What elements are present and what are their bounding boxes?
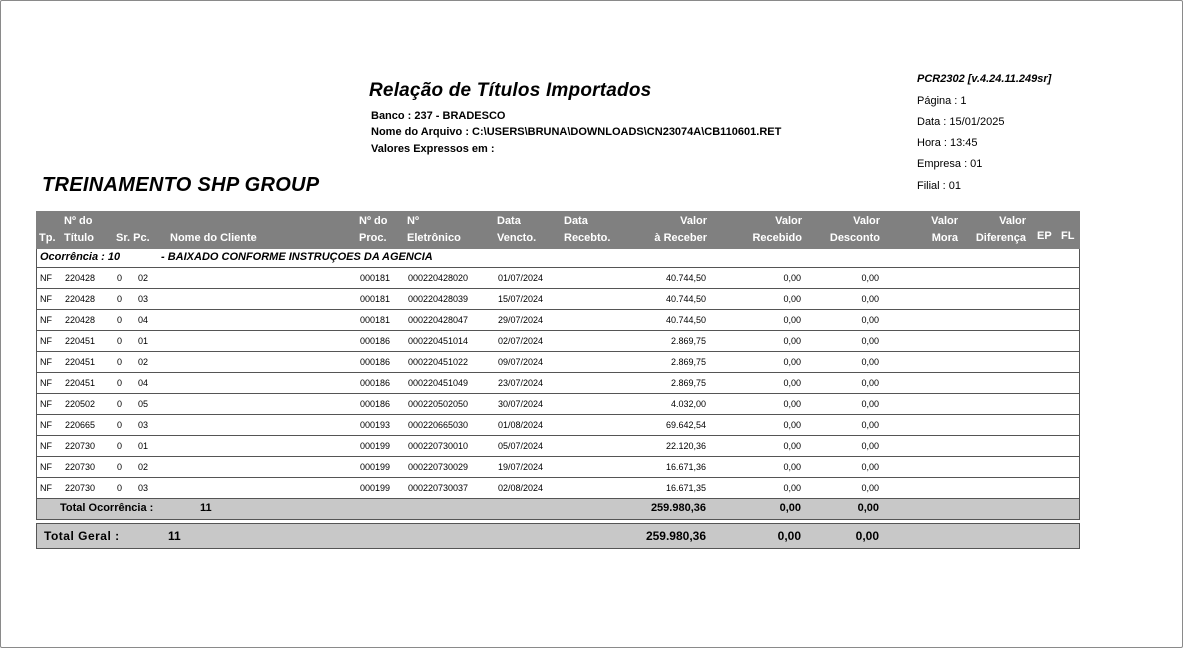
bank-info: Banco : 237 - BRADESCO bbox=[371, 110, 506, 122]
col-diferenca-header-1: Valor bbox=[999, 215, 1026, 227]
cell-proc: 000181 bbox=[360, 294, 391, 304]
company-code: Empresa : 01 bbox=[917, 158, 983, 170]
cell-proc: 000193 bbox=[360, 420, 391, 430]
cell-desconto: 0,00 bbox=[861, 294, 879, 304]
cell-eletronico: 000220451049 bbox=[408, 378, 469, 388]
occurrence-description: - BAIXADO CONFORME INSTRUÇOES DA AGENCIA bbox=[161, 251, 433, 263]
cell-titulo: 220451 bbox=[65, 378, 96, 388]
cell-pc: 05 bbox=[138, 399, 149, 409]
total-geral-row bbox=[36, 523, 1080, 549]
cell-receber: 2.869,75 bbox=[670, 357, 706, 367]
table-header bbox=[36, 211, 1080, 249]
cell-vencto: 29/07/2024 bbox=[498, 315, 544, 325]
cell-sr: 0 bbox=[117, 336, 123, 346]
cell-titulo: 220428 bbox=[65, 315, 96, 325]
cell-desconto: 0,00 bbox=[861, 378, 879, 388]
cell-recebido: 0,00 bbox=[783, 441, 801, 451]
cell-pc: 02 bbox=[138, 357, 149, 367]
cell-sr: 0 bbox=[117, 483, 123, 493]
cell-receber: 40.744,50 bbox=[665, 294, 706, 304]
col-receber-header-2: à Receber bbox=[654, 232, 707, 244]
cell-recebido: 0,00 bbox=[783, 483, 801, 493]
cell-tp: NF bbox=[40, 357, 52, 367]
cell-pc: 02 bbox=[138, 462, 149, 472]
total-ocorrencia-desconto: 0,00 bbox=[857, 502, 879, 514]
table-row bbox=[36, 394, 1080, 415]
cell-titulo: 220730 bbox=[65, 462, 96, 472]
program-version: PCR2302 [v.4.24.11.249sr] bbox=[917, 73, 1052, 85]
cell-vencto: 23/07/2024 bbox=[498, 378, 544, 388]
cell-pc: 04 bbox=[138, 378, 149, 388]
cell-eletronico: 000220428020 bbox=[408, 273, 469, 283]
total-ocorrencia-label: Total Ocorrência : bbox=[60, 502, 154, 514]
cell-vencto: 02/07/2024 bbox=[498, 336, 544, 346]
cell-sr: 0 bbox=[117, 273, 123, 283]
cell-tp: NF bbox=[40, 336, 52, 346]
cell-sr: 0 bbox=[117, 315, 123, 325]
cell-tp: NF bbox=[40, 399, 52, 409]
cell-proc: 000199 bbox=[360, 462, 391, 472]
table-row bbox=[36, 331, 1080, 352]
cell-pc: 02 bbox=[138, 273, 149, 283]
cell-desconto: 0,00 bbox=[861, 315, 879, 325]
cell-titulo: 220730 bbox=[65, 441, 96, 451]
cell-titulo: 220730 bbox=[65, 483, 96, 493]
total-geral-desconto: 0,00 bbox=[855, 529, 879, 543]
col-eletronico-header-1: Nº bbox=[407, 215, 419, 227]
cell-pc: 03 bbox=[138, 483, 149, 493]
cell-recebido: 0,00 bbox=[783, 294, 801, 304]
cell-sr: 0 bbox=[117, 462, 123, 472]
cell-receber: 16.671,35 bbox=[665, 483, 706, 493]
col-ndo-header: Nº do bbox=[64, 215, 93, 227]
occurrence-heading bbox=[36, 249, 1080, 268]
col-recebido-header-2: Recebido bbox=[752, 232, 802, 244]
cell-pc: 03 bbox=[138, 294, 149, 304]
cell-vencto: 05/07/2024 bbox=[498, 441, 544, 451]
col-mora-header-1: Valor bbox=[931, 215, 958, 227]
cell-pc: 01 bbox=[138, 441, 149, 451]
cell-titulo: 220451 bbox=[65, 357, 96, 367]
total-ocorrencia-receber: 259.980,36 bbox=[650, 502, 706, 514]
table-row bbox=[36, 457, 1080, 478]
cell-receber: 40.744,50 bbox=[665, 315, 706, 325]
col-titulo-header: Título bbox=[64, 232, 94, 244]
cell-recebido: 0,00 bbox=[783, 462, 801, 472]
cell-sr: 0 bbox=[117, 378, 123, 388]
cell-vencto: 02/08/2024 bbox=[498, 483, 544, 493]
cell-tp: NF bbox=[40, 441, 52, 451]
cell-titulo: 220451 bbox=[65, 336, 96, 346]
col-ep-header: EP bbox=[1037, 230, 1052, 242]
cell-desconto: 0,00 bbox=[861, 273, 879, 283]
col-proc-header-2: Proc. bbox=[359, 232, 387, 244]
values-expressed-info: Valores Expressos em : bbox=[371, 143, 495, 155]
cell-eletronico: 000220502050 bbox=[408, 399, 469, 409]
table-row bbox=[36, 289, 1080, 310]
cell-vencto: 15/07/2024 bbox=[498, 294, 544, 304]
report-title: Relação de Títulos Importados bbox=[369, 80, 652, 101]
table-row bbox=[36, 373, 1080, 394]
report-date: Data : 15/01/2025 bbox=[917, 116, 1005, 128]
titles-table bbox=[36, 211, 1080, 549]
cell-tp: NF bbox=[40, 420, 52, 430]
cell-eletronico: 000220730010 bbox=[408, 441, 469, 451]
cell-proc: 000199 bbox=[360, 483, 391, 493]
total-ocorrencia-row bbox=[36, 499, 1080, 520]
cell-proc: 000181 bbox=[360, 273, 391, 283]
cell-titulo: 220428 bbox=[65, 294, 96, 304]
total-geral-recebido: 0,00 bbox=[777, 529, 801, 543]
col-recebto-header-1: Data bbox=[564, 215, 588, 227]
cell-recebido: 0,00 bbox=[783, 273, 801, 283]
cell-eletronico: 000220451014 bbox=[408, 336, 469, 346]
table-row bbox=[36, 352, 1080, 373]
col-desconto-header-1: Valor bbox=[853, 215, 880, 227]
cell-receber: 4.032,00 bbox=[670, 399, 706, 409]
branch-code: Filial : 01 bbox=[917, 180, 962, 192]
cell-recebido: 0,00 bbox=[783, 315, 801, 325]
col-recebido-header-1: Valor bbox=[775, 215, 802, 227]
table-row bbox=[36, 415, 1080, 436]
total-ocorrencia-count: 11 bbox=[200, 502, 212, 514]
cell-eletronico: 000220428039 bbox=[408, 294, 469, 304]
cell-proc: 000186 bbox=[360, 336, 391, 346]
cell-vencto: 19/07/2024 bbox=[498, 462, 544, 472]
cell-sr: 0 bbox=[117, 441, 123, 451]
table-body bbox=[36, 268, 1080, 499]
occurrence-code: Ocorrência : 10 bbox=[40, 251, 121, 263]
cell-pc: 01 bbox=[138, 336, 149, 346]
cell-receber: 22.120,36 bbox=[665, 441, 706, 451]
cell-tp: NF bbox=[40, 462, 52, 472]
col-recebto-header-2: Recebto. bbox=[564, 232, 611, 244]
cell-titulo: 220665 bbox=[65, 420, 96, 430]
cell-eletronico: 000220451022 bbox=[408, 357, 469, 367]
cell-desconto: 0,00 bbox=[861, 483, 879, 493]
col-tp-header: Tp. bbox=[39, 232, 56, 244]
cell-recebido: 0,00 bbox=[783, 336, 801, 346]
cell-desconto: 0,00 bbox=[861, 462, 879, 472]
cell-recebido: 0,00 bbox=[783, 357, 801, 367]
cell-vencto: 01/08/2024 bbox=[498, 420, 544, 430]
cell-vencto: 09/07/2024 bbox=[498, 357, 544, 367]
col-diferenca-header-2: Diferença bbox=[975, 232, 1026, 244]
cell-vencto: 30/07/2024 bbox=[498, 399, 544, 409]
cell-desconto: 0,00 bbox=[861, 420, 879, 430]
cell-pc: 03 bbox=[138, 420, 149, 430]
cell-receber: 69.642,54 bbox=[665, 420, 706, 430]
col-receber-header-1: Valor bbox=[680, 215, 707, 227]
total-geral-receber: 259.980,36 bbox=[645, 529, 706, 543]
cell-eletronico: 000220665030 bbox=[408, 420, 469, 430]
cell-proc: 000186 bbox=[360, 399, 391, 409]
cell-titulo: 220428 bbox=[65, 273, 96, 283]
cell-desconto: 0,00 bbox=[861, 441, 879, 451]
col-vencto-header-2: Vencto. bbox=[497, 232, 537, 244]
cell-sr: 0 bbox=[117, 357, 123, 367]
file-name-info: Nome do Arquivo : C:\USERS\BRUNA\DOWNLOADS\CN23074A\CB110601.RET bbox=[371, 126, 782, 138]
col-cliente-header: Nome do Cliente bbox=[170, 232, 257, 244]
cell-proc: 000199 bbox=[360, 441, 391, 451]
cell-desconto: 0,00 bbox=[861, 399, 879, 409]
cell-recebido: 0,00 bbox=[783, 420, 801, 430]
cell-receber: 40.744,50 bbox=[665, 273, 706, 283]
cell-recebido: 0,00 bbox=[783, 399, 801, 409]
cell-desconto: 0,00 bbox=[861, 336, 879, 346]
cell-receber: 2.869,75 bbox=[670, 336, 706, 346]
cell-pc: 04 bbox=[138, 315, 149, 325]
cell-tp: NF bbox=[40, 378, 52, 388]
col-vencto-header-1: Data bbox=[497, 215, 521, 227]
cell-tp: NF bbox=[40, 273, 52, 283]
cell-desconto: 0,00 bbox=[861, 357, 879, 367]
col-eletronico-header-2: Eletrônico bbox=[407, 232, 461, 244]
cell-sr: 0 bbox=[117, 420, 123, 430]
cell-eletronico: 000220428047 bbox=[408, 315, 469, 325]
col-mora-header-2: Mora bbox=[931, 232, 958, 244]
col-desconto-header-2: Desconto bbox=[829, 232, 880, 244]
col-proc-header-1: Nº do bbox=[359, 215, 388, 227]
report-time: Hora : 13:45 bbox=[917, 137, 978, 149]
cell-eletronico: 000220730037 bbox=[408, 483, 469, 493]
table-row bbox=[36, 478, 1080, 499]
table-row bbox=[36, 268, 1080, 289]
cell-recebido: 0,00 bbox=[783, 378, 801, 388]
cell-receber: 16.671,36 bbox=[665, 462, 706, 472]
cell-proc: 000186 bbox=[360, 357, 391, 367]
cell-sr: 0 bbox=[117, 399, 123, 409]
cell-vencto: 01/07/2024 bbox=[498, 273, 544, 283]
cell-proc: 000186 bbox=[360, 378, 391, 388]
table-row bbox=[36, 436, 1080, 457]
table-row bbox=[36, 310, 1080, 331]
cell-eletronico: 000220730029 bbox=[408, 462, 469, 472]
cell-sr: 0 bbox=[117, 294, 123, 304]
company-name: TREINAMENTO SHP GROUP bbox=[42, 174, 320, 196]
total-ocorrencia-recebido: 0,00 bbox=[779, 502, 801, 514]
cell-tp: NF bbox=[40, 294, 52, 304]
cell-proc: 000181 bbox=[360, 315, 391, 325]
cell-titulo: 220502 bbox=[65, 399, 96, 409]
page-number: Página : 1 bbox=[917, 95, 967, 107]
col-srpc-header: Sr. Pc. bbox=[116, 232, 150, 244]
col-fl-header: FL bbox=[1061, 230, 1075, 242]
total-geral-label: Total Geral : bbox=[44, 529, 120, 543]
cell-receber: 2.869,75 bbox=[670, 378, 706, 388]
total-geral-count: 11 bbox=[168, 529, 181, 543]
cell-tp: NF bbox=[40, 315, 52, 325]
cell-tp: NF bbox=[40, 483, 52, 493]
